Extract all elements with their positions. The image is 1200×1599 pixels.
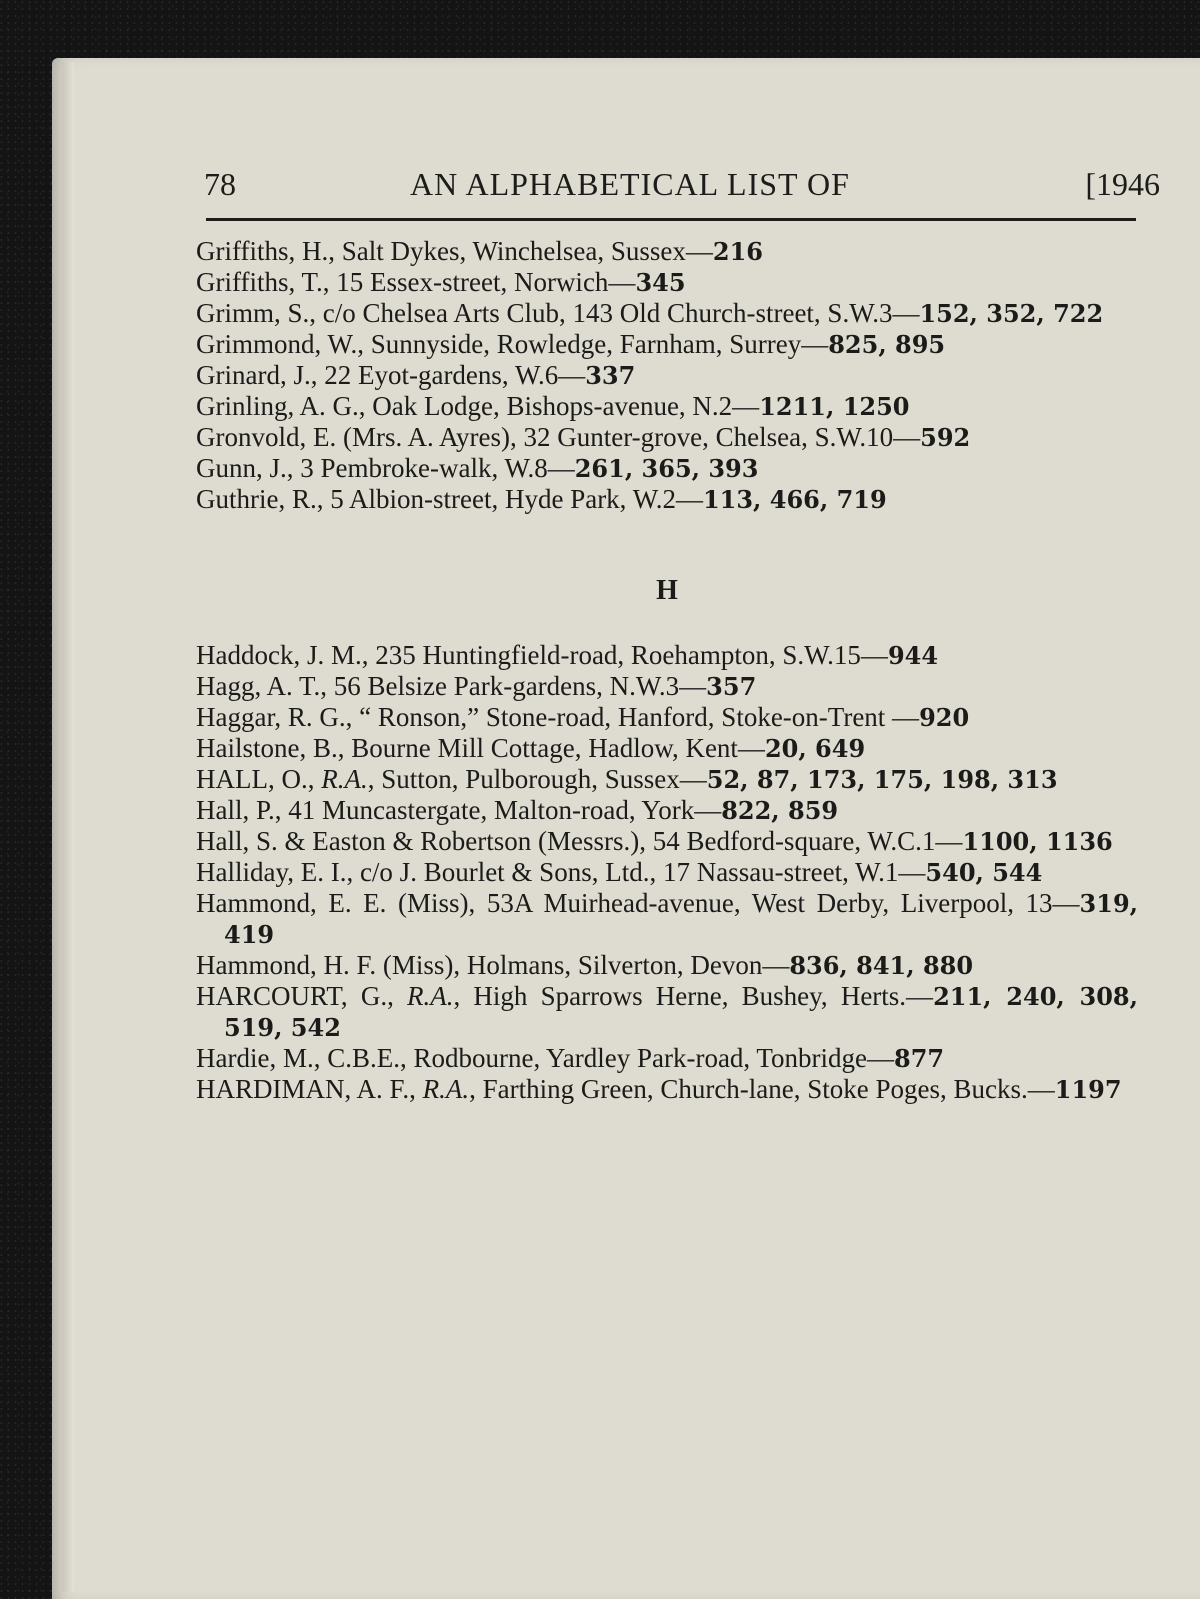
entry-numbers: 152, 352, 722	[919, 299, 1104, 328]
entry-name: Haddock, J. M., 235 Huntingfield-road, Roehampton, S.W.15—	[196, 640, 888, 670]
entry-name: HALL, O.,	[196, 764, 322, 794]
entry-numbers: 1197	[1054, 1075, 1122, 1104]
entry-name: Griffiths, T., 15 Essex-street, Norwich—	[196, 267, 636, 297]
page-edge	[62, 62, 74, 1592]
entry-name: Grinling, A. G., Oak Lodge, Bishops-avenue, N.2—	[196, 391, 760, 421]
list-entry	[196, 950, 1138, 981]
list-entry	[196, 422, 1138, 453]
entry-numbers: 211, 240, 308, 519, 542	[224, 982, 1138, 1042]
entry-numbers: 1211, 1250	[759, 392, 910, 421]
entry-address: , Farthing Green, Church-lane, Stoke Poges, Bucks.—	[469, 1074, 1055, 1104]
section-heading: H	[656, 575, 678, 606]
entry-numbers: 345	[635, 268, 686, 297]
list-entry	[196, 671, 1138, 702]
entry-name: Grinard, J., 22 Eyot-gardens, W.6—	[196, 360, 586, 390]
list-entry	[196, 733, 1138, 764]
entry-name: Haggar, R. G., “ Ronson,” Stone-road, Hanford, Stoke-on-Trent —	[196, 702, 920, 732]
entry-numbers: 822, 859	[721, 796, 839, 825]
list-entry	[196, 981, 1138, 1043]
list-entry	[196, 826, 1138, 857]
entry-honour: R.A.	[422, 1074, 470, 1104]
running-title: AN ALPHABETICAL LIST OF	[410, 166, 850, 202]
entry-numbers: 357	[706, 672, 757, 701]
entry-numbers: 920	[919, 703, 970, 732]
entry-numbers: 319, 419	[224, 889, 1138, 949]
list-entry	[196, 1043, 1138, 1074]
entry-name: Hall, S. & Easton & Robertson (Messrs.), 54 Bedford-square, W.C.1—	[196, 826, 963, 856]
entry-name: HARDIMAN, A. F.,	[196, 1074, 423, 1104]
entry-numbers: 592	[920, 423, 971, 452]
list-entry	[196, 764, 1138, 795]
entry-numbers: 944	[887, 641, 939, 670]
entry-numbers: 1100, 1136	[962, 827, 1113, 856]
entry-numbers: 52, 87, 173, 175, 198, 313	[706, 765, 1058, 794]
entry-name: Hagg, A. T., 56 Belsize Park-gardens, N.W.3—	[196, 671, 707, 701]
entry-numbers: 877	[894, 1044, 945, 1073]
list-entry	[196, 484, 1138, 515]
list-entry	[196, 1074, 1138, 1105]
list-entry	[196, 795, 1138, 826]
entry-name: Hailstone, B., Bourne Mill Cottage, Hadlow, Kent—	[196, 733, 765, 763]
header-rule	[206, 218, 1136, 221]
entry-name: Gunn, J., 3 Pembroke-walk, W.8—	[196, 453, 575, 483]
g-entries	[196, 236, 1138, 515]
entry-name: Hammond, H. F. (Miss), Holmans, Silverton, Devon—	[196, 950, 790, 980]
entry-name: Gronvold, E. (Mrs. A. Ayres), 32 Gunter-grove, Chelsea, S.W.10—	[196, 422, 921, 452]
entry-name: Halliday, E. I., c/o J. Bourlet & Sons, Ltd., 17 Nassau-street, W.1—	[196, 857, 926, 887]
entry-name: Hammond, E. E. (Miss), 53A Muirhead-avenue, West Derby, Liverpool, 13—	[196, 888, 1080, 918]
entry-name: Hall, P., 41 Muncastergate, Malton-road, York—	[196, 795, 722, 825]
list-entry	[196, 857, 1138, 888]
entry-honour: R.A.	[407, 981, 454, 1011]
entry-name: Griffiths, H., Salt Dykes, Winchelsea, Sussex—	[196, 236, 713, 266]
entry-address: , Sutton, Pulborough, Sussex—	[367, 764, 707, 794]
list-entry	[196, 453, 1138, 484]
entry-name: HARCOURT, G.,	[196, 981, 407, 1011]
entry-name: Guthrie, R., 5 Albion-street, Hyde Park, W.2—	[196, 484, 703, 514]
entries-list	[196, 236, 1138, 1105]
list-entry	[196, 391, 1138, 422]
list-entry	[196, 329, 1138, 360]
entry-numbers: 836, 841, 880	[789, 951, 974, 980]
entry-numbers: 216	[712, 237, 763, 266]
entry-numbers: 825, 895	[828, 330, 946, 359]
entry-name: Grimm, S., c/o Chelsea Arts Club, 143 Old Church-street, S.W.3—	[196, 298, 920, 328]
list-entry	[196, 236, 1138, 267]
entry-numbers: 20, 649	[764, 734, 866, 763]
entry-honour: R.A.	[321, 764, 368, 794]
year-label: [1946	[1085, 166, 1160, 202]
entry-address: , High Sparrows Herne, Bushey, Herts.—	[453, 981, 934, 1011]
list-entry	[196, 640, 1138, 671]
list-entry	[196, 702, 1138, 733]
page-number: 78	[204, 166, 236, 202]
entry-numbers: 113, 466, 719	[702, 485, 887, 514]
entry-name: Hardie, M., C.B.E., Rodbourne, Yardley Park-road, Tonbridge—	[196, 1043, 895, 1073]
entry-numbers: 337	[585, 361, 636, 390]
list-entry	[196, 360, 1138, 391]
running-head	[204, 166, 1160, 212]
h-entries	[196, 640, 1138, 1105]
list-entry	[196, 298, 1138, 329]
list-entry	[196, 888, 1138, 950]
entry-numbers: 261, 365, 393	[574, 454, 759, 483]
entry-name: Grimmond, W., Sunnyside, Rowledge, Farnham, Surrey—	[196, 329, 829, 359]
entry-numbers: 540, 544	[925, 858, 1043, 887]
list-entry	[196, 267, 1138, 298]
